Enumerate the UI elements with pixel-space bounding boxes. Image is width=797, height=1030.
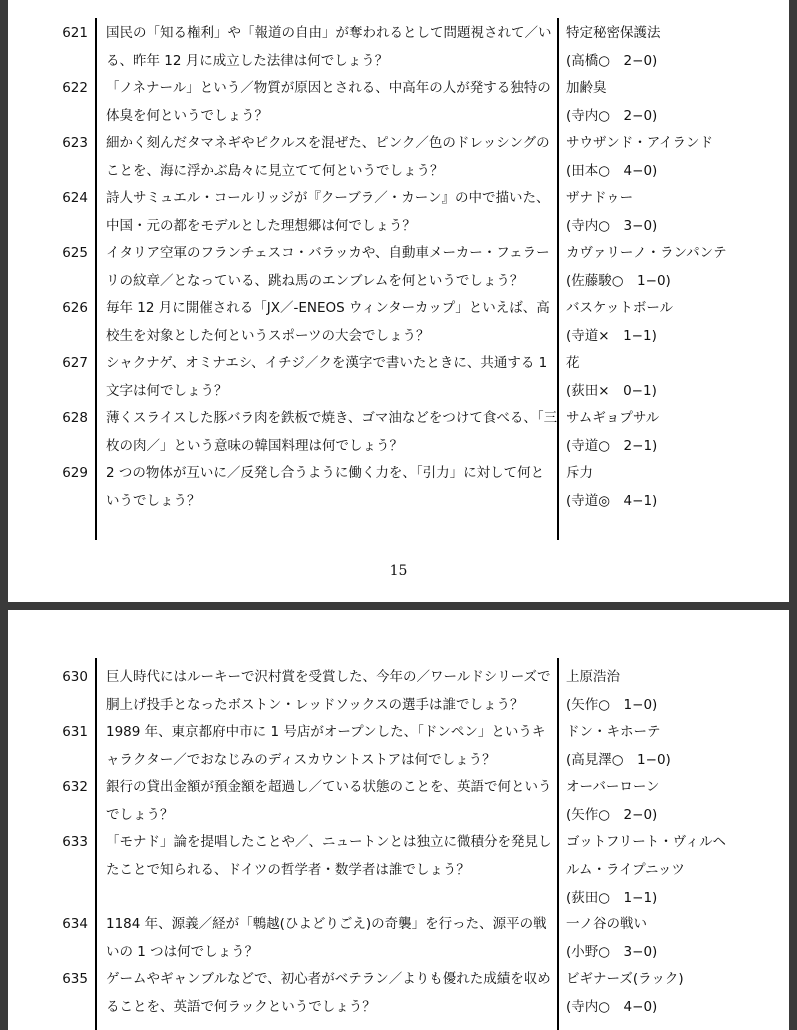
answer-text: ザナドゥー xyxy=(566,190,634,206)
answer-text: ドン・キホーテ xyxy=(566,724,661,740)
question-text-line2: 枚の肉／」という意味の韓国料理は何でしょう？ xyxy=(106,438,403,454)
answer-result: (寺道× 1−1) xyxy=(566,328,657,344)
question-number: 624 xyxy=(62,190,88,206)
question-text-line1: 巨人時代にはルーキーで沢村賞を受賞した、今年の／ワールドシリーズで xyxy=(106,669,551,685)
answer-result: (高橋○ 2−0) xyxy=(566,53,658,69)
answer-result: (田本○ 4−0) xyxy=(566,163,658,179)
answer-text: 特定秘密保護法 xyxy=(566,25,661,41)
question-text-line1: 1184 年、源義／経が「鵯越(ひよどりごえ)の奇襲」を行った、源平の戦 xyxy=(106,916,547,932)
question-number: 622 xyxy=(62,80,88,96)
answer-text: 一ノ谷の戦い xyxy=(566,916,647,932)
question-text-line1: 「ノネナール」という／物質が原因とされる、中高年の人が発する独特の xyxy=(106,80,551,96)
answer-result: (矢作○ 1−0) xyxy=(566,697,658,713)
answer-text: 斥力 xyxy=(566,465,593,481)
document-page-16 xyxy=(8,610,789,1030)
page-number: 15 xyxy=(389,563,408,579)
left-column-rule xyxy=(95,658,97,1030)
answer-text: サムギョプサル xyxy=(566,410,660,426)
question-text-line1: 2 つの物体が互いに／反発し合うように働く力を、「引力」に対して何と xyxy=(106,465,545,481)
answer-result: (寺道○ 2−1) xyxy=(566,438,658,454)
question-text-line2: ることを、英語で何ラックというでしょう？ xyxy=(106,999,376,1015)
document-page-15 xyxy=(8,0,789,602)
question-text-line2: 体臭を何というでしょう？ xyxy=(106,108,268,124)
question-text-line2: 胴上げ投手となったボストン・レッドソックスの選手は誰でしょう？ xyxy=(106,697,524,713)
question-text-line1: ゲームやギャンブルなどで、初心者がベテラン／よりも優れた成績を収め xyxy=(106,971,551,987)
question-number: 629 xyxy=(62,465,88,481)
question-number: 626 xyxy=(62,300,88,316)
left-column-rule xyxy=(95,18,97,540)
answer-text: 加齢臭 xyxy=(566,80,607,96)
question-number: 623 xyxy=(62,135,88,151)
question-text-line1: 薄くスライスした豚バラ肉を鉄板で焼き、ゴマ油などをつけて食べる、「三 xyxy=(106,410,558,426)
question-text-line2: 中国・元の都をモデルとした理想郷は何でしょう？ xyxy=(106,218,416,234)
answer-result: (荻田○ 1−1) xyxy=(566,890,658,906)
question-text-line1: 「モナド」論を提唱したことや／、ニュートンとは独立に微積分を発見し xyxy=(106,834,552,850)
answer-text: バスケットボール xyxy=(566,300,674,316)
question-text-line1: 1989 年、東京都府中市に 1 号店がオープンした、「ドンペン」というキ xyxy=(106,724,546,740)
answer-result: (寺内○ 2−0) xyxy=(566,108,658,124)
question-text-line2: ャラクター／でおなじみのディスカウントストアは何でしょう？ xyxy=(106,752,496,768)
question-number: 634 xyxy=(62,916,88,932)
answer-text: ゴットフリート・ヴィルヘ xyxy=(566,834,726,850)
answer-result: (寺道◎ 4−1) xyxy=(566,493,658,509)
question-text-line2: 文字は何でしょう？ xyxy=(106,383,228,399)
answer-text-continued: ルム・ライプニッツ xyxy=(566,862,685,878)
answer-result: (佐藤駿○ 1−0) xyxy=(566,273,671,289)
answer-result: (高見澤○ 1−0) xyxy=(566,752,671,768)
answer-text: カヴァリーノ・ランパンテ xyxy=(566,245,727,261)
question-text-line2: でしょう？ xyxy=(106,807,174,823)
question-text-line2: リの紋章／となっている、跳ね馬のエンブレムを何というでしょう？ xyxy=(106,273,524,289)
question-text-line2: ことを、海に浮かぶ島々に見立てて何というでしょう？ xyxy=(106,163,444,179)
question-number: 627 xyxy=(62,355,88,371)
answer-text: 花 xyxy=(566,355,580,371)
answer-text: 上原浩治 xyxy=(566,669,620,685)
question-number: 631 xyxy=(62,724,88,740)
answer-result: (小野○ 3−0) xyxy=(566,944,658,960)
question-text-line1: 毎年 12 月に開催される「JX／-ENEOS ウィンターカップ」といえば、高 xyxy=(106,300,550,316)
question-text-line2: たことで知られる、ドイツの哲学者・数学者は誰でしょう？ xyxy=(106,862,470,878)
answer-text: オーバーローン xyxy=(566,779,660,795)
question-text-line2: 校生を対象とした何というスポーツの大会でしょう？ xyxy=(106,328,430,344)
answer-result: (寺内○ 4−0) xyxy=(566,999,658,1015)
question-text-line1: シャクナゲ、オミナエシ、イチジ／クを漢字で書いたときに、共通する 1 xyxy=(106,355,548,371)
question-text-line2: いうでしょう？ xyxy=(106,493,201,509)
question-number: 625 xyxy=(62,245,88,261)
answer-text: ビギナーズ(ラック) xyxy=(566,971,684,987)
question-number: 621 xyxy=(62,25,88,41)
question-text-line2: いの 1 つは何でしょう？ xyxy=(106,944,259,960)
question-number: 633 xyxy=(62,834,88,850)
question-text-line1: 細かく刻んだタマネギやピクルスを混ぜた、ピンク／色のドレッシングの xyxy=(106,135,550,151)
question-number: 635 xyxy=(62,971,88,987)
answer-result: (荻田× 0−1) xyxy=(566,383,657,399)
answer-result: (矢作○ 2−0) xyxy=(566,807,658,823)
question-text-line1: 国民の「知る権利」や「報道の自由」が奪われるとして問題視されて／い xyxy=(106,25,552,41)
question-text-line1: イタリア空軍のフランチェスコ・バラッカや、自動車メーカー・フェラー xyxy=(106,245,550,261)
answer-result: (寺内○ 3−0) xyxy=(566,218,658,234)
question-text-line2: る、昨年 12 月に成立した法律は何でしょう？ xyxy=(106,53,389,69)
question-text-line1: 詩人サミュエル・コールリッジが『クーブラ／・カーン』の中で描いた、 xyxy=(106,190,550,206)
answer-text: サウザンド・アイランド xyxy=(566,135,714,151)
question-text-line1: 銀行の貸出金額が預金額を超過し／ている状態のことを、英語で何という xyxy=(106,779,552,795)
question-number: 628 xyxy=(62,410,88,426)
question-number: 630 xyxy=(62,669,88,685)
question-number: 632 xyxy=(62,779,88,795)
